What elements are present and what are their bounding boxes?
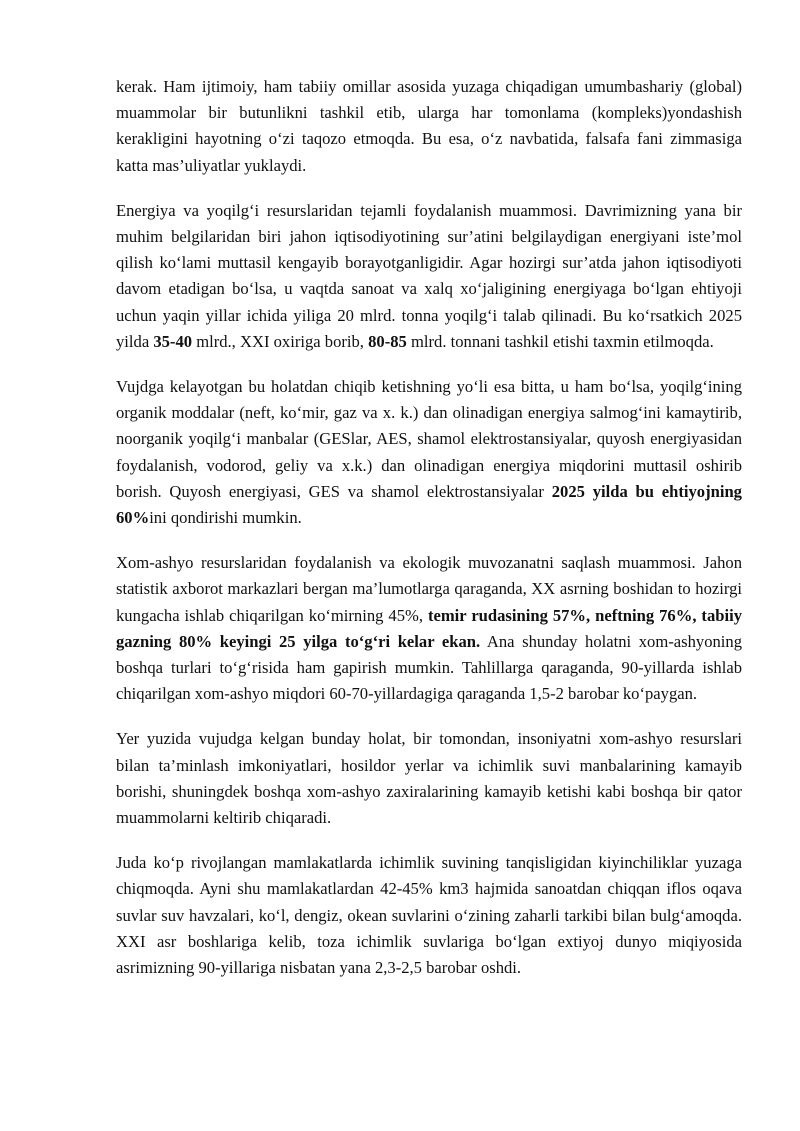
text-run: Juda ko‘p rivojlangan mamlakatlarda ichimlik suvining tanqisligidan kiyinchiliklar yuzaga chiqmoqda. Ayni shu mamlakatlardan 42-45% km3 hajmida sanoatdan chiqqan iflos oqava suvlar suv havzalari, ko‘l, dengiz, okean suvlarini o‘zining zaharli tarkibi bilan bulg‘amoqda. XXI asr boshlariga kelib, toza ichimlik suvlariga bo‘lgan extiyoj dunyo miqiyosida asrimizning 90-yillariga nisbatan yana 2,3-2,5 barobar oshdi. bbox=[116, 853, 742, 978]
bold-phrase: temir rudasining 57%, neftning 76%, tabiiy gazning 80% keyingi 25 yilga to‘g‘ri kelar ekan. bbox=[116, 605, 743, 651]
paragraph-3-alternative-energy bbox=[116, 374, 742, 531]
paragraph-1 bbox=[116, 74, 742, 179]
text-run: Ana shunday holatni xom-ashyoning boshqa turlari to‘g‘risida ham gapirish mumkin. Tahlillarga qaraganda, 90-yillarda ishlab chiqarilgan xom-ashyo miqdori 60-70-yillardagiga qaraganda 1,5-2 barobar ko‘paygan. bbox=[116, 631, 742, 704]
paragraph-6-water bbox=[116, 850, 742, 981]
text-run: mlrd., XXI oxiriga borib, bbox=[192, 331, 369, 351]
paragraph-4-raw-materials bbox=[116, 550, 742, 707]
text-run: Xom-ashyo resurslaridan foydalanish va ekologik muvozanatni saqlash muammosi. Jahon statistik axborot markazlari bergan ma’lumotlarga qaraganda, XX asrning boshidan to hozirgi kungacha ishlab chiqarilgan ko‘mirning 45%, bbox=[116, 553, 742, 625]
text-run: Yer yuzida vujudga kelgan bunday holat, bir tomondan, insoniyatni xom-ashyo resurslari bilan ta’minlash imkoniyatlari, hosildor yerlar va ichimlik suvi manbalarining kamayib borishi, shuningdek boshqa xom-ashyo zaxiralarining kamayib ketishi kabi boshqa bir qator muammolarni keltirib chiqaradi. bbox=[116, 729, 742, 828]
bold-figure: 35-40 bbox=[153, 331, 193, 351]
text-run: Energiya va yoqilg‘i resurslaridan tejamli foydalanish muammosi. Davrimizning yana bir muhim belgilaridan biri jahon iqtisodiyotining sur’atini belgilaydigan energiyani iste’mol qilish ko‘lami muttasil kengayib borayotganligidir. Agar hozirgi sur’atda jahon iqtisodiyoti davom etadigan bo‘lsa, u vaqtda sanoat va xalq xo‘jaligining energiyaga bo‘lgan ehtiyoji uchun yaqin yillar ichida yiliga 20 mlrd. tonna yoqilg‘i talab qilinadi. Bu ko‘rsatkich 2025 yilda bbox=[116, 200, 742, 351]
text-run: mlrd. tonnani tashkil etishi taxmin etilmoqda. bbox=[406, 331, 714, 351]
text-run: Vujdga kelayotgan bu holatdan chiqib ketishning yo‘li esa bitta, u ham bo‘lsa, yoqilg‘ining organik moddalar (neft, ko‘mir, gaz va x. k.) dan olinadigan energiya salmog‘ini kamaytirib, noorganik yoqilg‘i manbalar (GESlar, AES, shamol elektrostansiyalar, quyosh energiyasidan foydalanish, vodorod, geliy va x.k.) dan olinadigan energiya miqdorini muttasil oshirib borish. Quyosh energiyasi, GES va shamol elektrostansiyalar bbox=[116, 377, 742, 501]
bold-figure: 80-85 bbox=[368, 331, 407, 351]
text-run: ini qondirishi mumkin. bbox=[149, 508, 302, 528]
paragraph-5 bbox=[116, 726, 742, 831]
text-run: kerak. Ham ijtimoiy, ham tabiiy omillar asosida yuzaga chiqadigan umumbashariy (global) muammolar bir butunlikni tashkil etib, ularga har tomonlama (kompleks)yondashish kerakligini hayotning o‘zi taqozo etmoqda. Bu esa, o‘z navbatida, falsafa fani zimmasiga katta mas’uliyatlar yuklaydi. bbox=[116, 77, 742, 175]
bold-phrase: 2025 yilda bu ehtiyojning 60% bbox=[116, 481, 742, 528]
paragraph-2-energy bbox=[116, 198, 742, 355]
